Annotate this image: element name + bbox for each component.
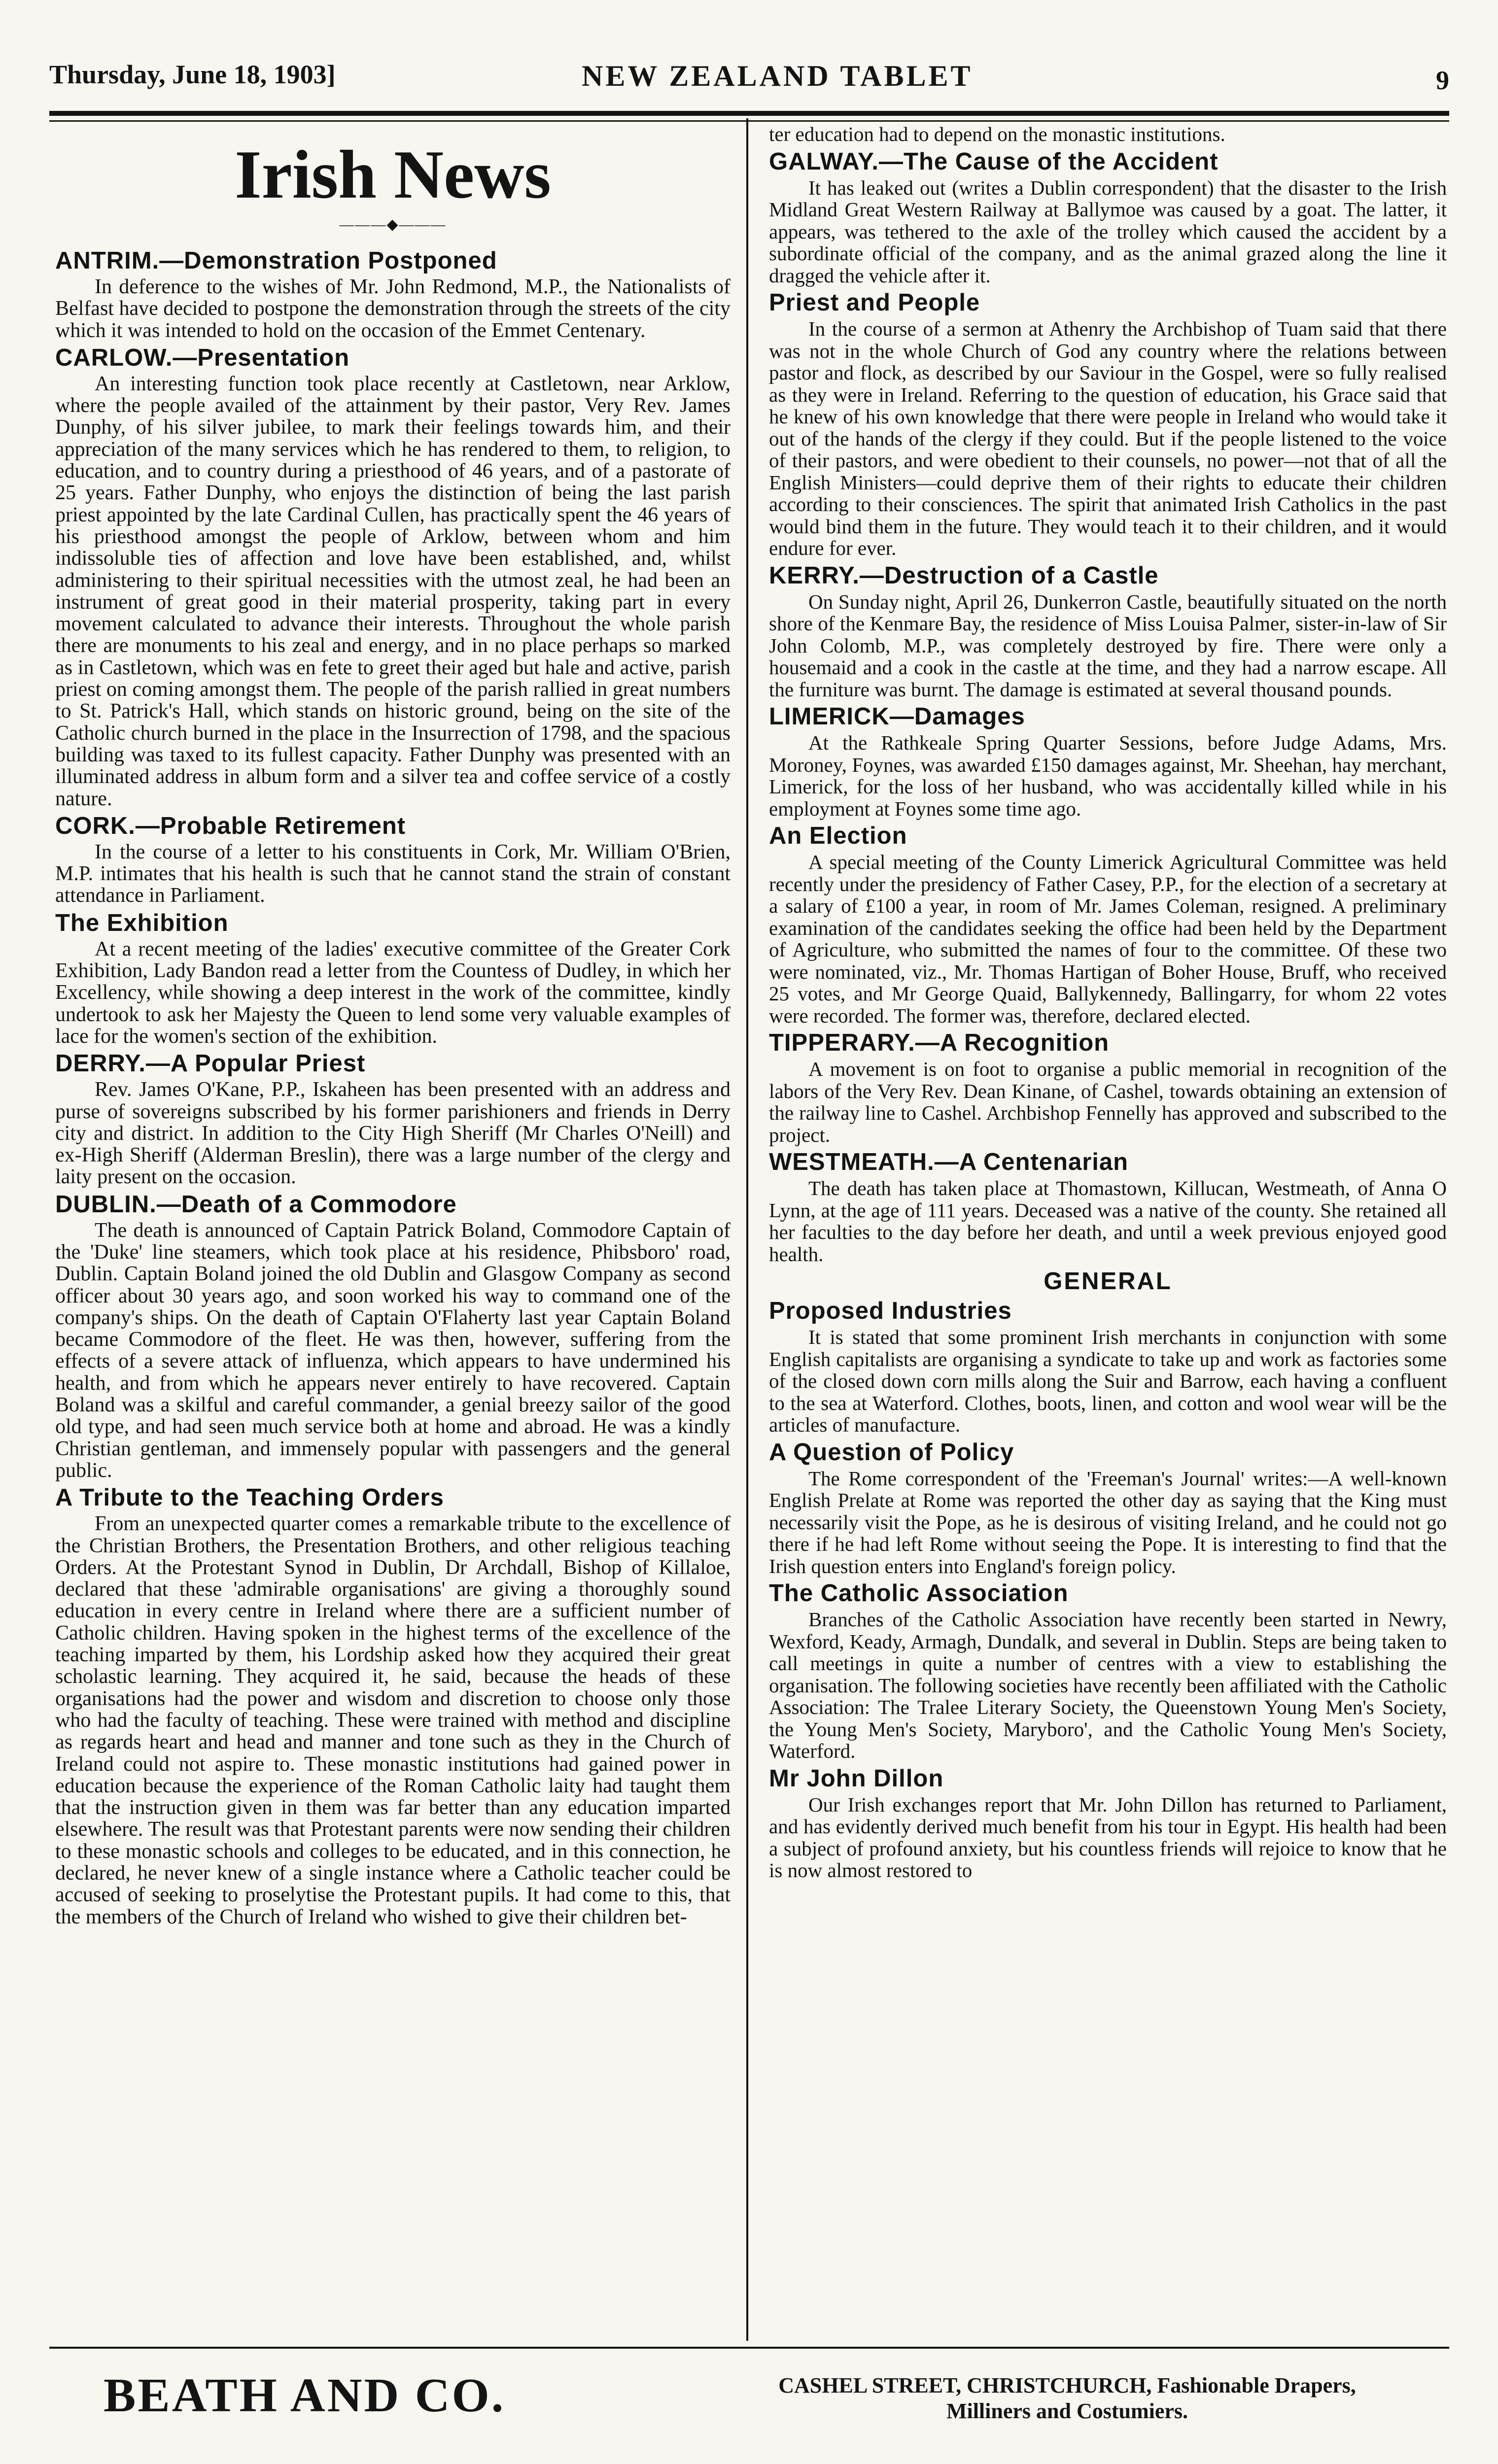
article xyxy=(55,1484,731,1928)
article-body: Rev. James O'Kane, P.P., Iskaheen has been presented with an address and purse of sovereigns subscribed by his former parishioners and friends in Derry city and district. In addition to the City High Sheriff (Mr Charles O'Neill) and ex-High Sheriff (Alderman Breslin), there was a large number of the clergy and laity present on the occasion. xyxy=(55,1078,731,1189)
article-heading: The Exhibition xyxy=(55,909,229,936)
article-heading: ANTRIM.—Demonstration Postponed xyxy=(55,247,497,274)
article-body: In the course of a letter to his constituents in Cork, Mr. William O'Brien, M.P. intimates that his health is such that he cannot stand the strain of constant attendance in Parliament. xyxy=(55,840,731,907)
article-heading: DUBLIN.—Death of a Commodore xyxy=(55,1191,457,1218)
article-heading: GENERAL xyxy=(1044,1268,1172,1295)
advertiser-name: BEATH AND CO. xyxy=(104,2369,506,2422)
article xyxy=(769,1029,1447,1146)
article-heading: TIPPERARY.—A Recognition xyxy=(769,1029,1110,1056)
article-heading: CORK.—Probable Retirement xyxy=(55,812,406,839)
column-divider xyxy=(746,118,748,2341)
article-body: A special meeting of the County Limerick Agricultural Committee was held recently under the presidency of Father Casey, P.P., for the election of a secretary at a salary of £100 a year, in room of Mr. James Coleman, resigned. A preliminary examination of the candidates seeking the office had been held by the Department of Agriculture, who submitted the names of four to the committee. Of these two were nominated, viz., Mr. Thomas Hartigan of Boher House, Bruff, who received 25 votes, and Mr George Quaid, Ballykennedy, Ballingarry, for whom 22 votes were recorded. The former was, therefore, declared elected. xyxy=(769,851,1447,1027)
advertiser-address-line-1: CASHEL STREET, CHRISTCHURCH, Fashionable Drapers, xyxy=(778,2373,1356,2397)
right-articles xyxy=(769,123,1447,1882)
article xyxy=(55,1191,731,1482)
article-body: An interesting function took place recently at Castletown, near Arklow, where the people availed of the attainment by their pastor, Very Rev. James Dunphy, of his silver jubilee, to mark their feelings towards him, and their appreciation of the many services which he has rendered to them, to religion, to education, and to country during a priesthood of 46 years, and of a pastorate of 25 years. Father Dunphy, who enjoys the distinction of being the last parish priest appointed by the late Cardinal Cullen, has practically spent the 46 years of his priesthood amongst the people of Arklow, between whom and him indissoluble ties of affection and love have been established, and, whilst administering to their spiritual necessities with the utmost zeal, he had been an instrument of great good in their material prosperity, taking part in every movement calculated to advance their interests. Throughout the whole parish there are monuments to his zeal and energy, and in no place perhaps so marked as in Castletown, which was en fete to greet their aged but hale and active, parish priest on coming amongst them. The people of the parish rallied in great numbers to St. Patrick's Hall, which stands on historic ground, being on the site of the Catholic church burned in the place in the Insurrection of 1798, and the spacious building was taxed to its fullest capacity. Father Dunphy was presented with an illuminated address in album form and a silver tea and coffee service of a costly nature. xyxy=(55,372,731,810)
article xyxy=(769,562,1447,701)
header-rule-thin xyxy=(49,120,1449,122)
footer-rule xyxy=(49,2347,1449,2349)
article-body: From an unexpected quarter comes a remarkable tribute to the excellence of the Christian Brothers, the Presentation Brothers, and other religious teaching Orders. At the Protestant Synod in Dublin, Dr Archdall, Bishop of Killaloe, declared that these 'admirable organisations' are giving a thoroughly sound education in every centre in Ireland where there are a sufficient number of Catholic children. Having spoken in the highest terms of the excellence of the teaching imparted by them, his Lordship asked how they acquired their great scholastic learning. They acquired it, he said, because the heads of these organisations had the power and wisdom and discretion to choose only those who had the faculty of teaching. These were trained with method and discipline as regards heart and head and manner and tone such as they in the Church of Ireland could not aspire to. These monastic institutions had gained power in education because the experience of the Roman Catholic laity had taught them that the instruction given in them was far better than any education imparted elsewhere. The result was that Protestant parents were now sending their children to these monastic schools and colleges to be educated, and in this connection, he declared, he never knew of a single instance where a Catholic teacher could be accused of seeking to proselytise the Protestant pupils. It had come to this, that the members of the Church of Ireland who wished to give their children bet- xyxy=(55,1512,731,1928)
article-body: The death has taken place at Thomastown, Killucan, Westmeath, of Anna O Lynn, at the age of 111 years. Deceased was a native of the county. She retained all her faculties to the day before her death, and until a week previous enjoyed good health. xyxy=(769,1177,1447,1266)
article-heading: A Question of Policy xyxy=(769,1438,1014,1466)
article-heading: DERRY.—A Popular Priest xyxy=(55,1050,366,1077)
article-body: The Rome correspondent of the 'Freeman's Journal' writes:—A well-known English Prelate at Rome was reported the other day as saying that the King must necessarily visit the Pope, as he is desirous of visiting Ireland, and he could not go there if he had left Rome without seeing the Pope. It is interesting to find that the Irish question enters into England's foreign policy. xyxy=(769,1467,1447,1577)
article-heading: LIMERICK—Damages xyxy=(769,703,1025,730)
ornament-divider: ———◆——— xyxy=(339,216,447,233)
section-masthead: Irish News xyxy=(235,137,551,213)
page-number: 9 xyxy=(1436,66,1449,95)
article-body: A movement is on foot to organise a public memorial in recognition of the labors of the Very Rev. Dean Kinane, of Cashel, towards obtaining an extension of the railway line to Cashel. Archbishop Fennelly has approved and subscribed to the project. xyxy=(769,1058,1447,1146)
article-body: The death is announced of Captain Patrick Boland, Commodore Captain of the 'Duke' line steamers, which took place at his residence, Phibsboro' road, Dublin. Captain Boland joined the old Dublin and Glasgow Company as second officer about 30 years ago, and soon worked his way to command one of the company's ships. On the death of Captain O'Flaherty last year Captain Boland became Commodore of the fleet. He was then, however, suffering from the effects of a severe attack of influenza, which appears to have undermined his health, and from which he appears never entirely to have recovered. Captain Boland was a skilful and careful commander, a genial breezy sailor of the good old type, and had seen much service both at home and abroad. He was a kindly Christian gentleman, and immensely popular with passengers and the general public. xyxy=(55,1219,731,1482)
page-header xyxy=(49,54,1449,108)
newspaper-name: NEW ZEALAND TABLET xyxy=(582,60,973,92)
article xyxy=(55,1050,731,1188)
article-body: Our Irish exchanges report that Mr. John Dillon has returned to Parliament, and has evidently derived much benefit from his tour in Egypt. His health had been a subject of profound anxiety, but his countless friends will rejoice to know that he is now almost restored to xyxy=(769,1793,1447,1882)
article-body: In deference to the wishes of Mr. John Redmond, M.P., the Nationalists of Belfast have decided to postpone the demonstration through the streets of the city which it was intended to hold on the occasion of the Emmet Centenary. xyxy=(55,275,731,342)
left-articles xyxy=(55,247,731,1928)
article-body: At a recent meeting of the ladies' executive committee of the Greater Cork Exhibition, Lady Bandon read a letter from the Countess of Dudley, in which her Excellency, while showing a deep interest in the work of the committee, kindly undertook to ask her Majesty the Queen to lend some very valuable examples of lace for the women's section of the exhibition. xyxy=(55,937,731,1048)
article-body: In the course of a sermon at Athenry the Archbishop of Tuam said that there was not in the whole Church of God any country where the relations between pastor and flock, as described by our Saviour in the Gospel, were so fully realised as they were in Ireland. Referring to the question of education, his Grace said that he knew of his own knowledge that there were people in Ireland who would take it out of the hands of the clergy if they could. But if the people listened to the voice of their pastors, and were obedient to their counsels, no power—not that of all the English Ministers—could deprive them of their rights to educate their children according to their consciences. The spirit that animated Irish Catholics in the past would bind them in the future. They would teach it to their children, and it would endure for ever. xyxy=(769,317,1447,559)
article-heading: A Tribute to the Teaching Orders xyxy=(55,1484,444,1511)
advertiser-address-line-2: Milliners and Costumiers. xyxy=(946,2399,1188,2423)
header-rule-thick xyxy=(49,111,1449,116)
article-body: ter education had to depend on the monastic institutions. xyxy=(769,123,1225,145)
right-column xyxy=(769,123,1447,2338)
article-heading: Priest and People xyxy=(769,289,980,316)
article-body: On Sunday night, April 26, Dunkerron Castle, beautifully situated on the north shore of the Kenmare Bay, the residence of Miss Louisa Palmer, sister-in-law of Sir John Colomb, M.P., was completely destroyed by fire. There were only a housemaid and a cook in the castle at the time, and they had a narrow escape. All the furniture was burnt. The damage is estimated at several thousand pounds. xyxy=(769,590,1447,701)
article xyxy=(769,148,1447,287)
advertiser-address xyxy=(685,2373,1449,2424)
advertisement-footer xyxy=(49,2353,1449,2464)
article xyxy=(769,703,1447,820)
article xyxy=(769,123,1447,145)
article-body: Branches of the Catholic Association have recently been started in Newry, Wexford, Keady, Armagh, Dundalk, and several in Dublin. Steps are being taken to call meetings in quite a number of centres with a view to establishing the organisation. The following societies have recently been affiliated with the Catholic Association: The Tralee Literary Society, the Queenstown Young Men's Society, the Young Men's Society, Maryboro', and the Catholic Young Men's Society, Waterford. xyxy=(769,1608,1447,1762)
article xyxy=(55,247,731,342)
article xyxy=(55,344,731,810)
article xyxy=(55,910,731,1047)
article-body: It is stated that some prominent Irish merchants in conjunction with some English capitalists are organising a syndicate to take up and work as factories some of the closed down corn mills along the Suir and Barrow, each having a confluent to the sea at Waterford. Clothes, boots, linen, and cotton and wool wear will be the articles of manufacture. xyxy=(769,1326,1447,1436)
article xyxy=(769,1439,1447,1577)
article-heading: GALWAY.—The Cause of the Accident xyxy=(769,148,1219,175)
article-heading: CARLOW.—Presentation xyxy=(55,344,350,371)
article xyxy=(769,1298,1447,1436)
article-heading: KERRY.—Destruction of a Castle xyxy=(769,562,1159,589)
article xyxy=(769,1268,1447,1295)
article xyxy=(55,813,731,907)
article-heading: The Catholic Association xyxy=(769,1580,1069,1607)
article xyxy=(769,1580,1447,1762)
article-body: It has leaked out (writes a Dublin correspondent) that the disaster to the Irish Midland Great Western Railway at Ballymoe was caused by a goat. The latter, it appears, was tethered to the axle of the trolley which caused the accident by a subordinate official of the company, and as the animal grazed along the line it dragged the vehicle after it. xyxy=(769,176,1447,287)
issue-date: Thursday, June 18, 1903] xyxy=(49,60,336,89)
article-heading: An Election xyxy=(769,822,907,849)
article xyxy=(769,822,1447,1027)
left-column xyxy=(55,123,731,2338)
article xyxy=(769,1149,1447,1265)
article xyxy=(769,289,1447,559)
article-heading: Mr John Dillon xyxy=(769,1765,944,1792)
article-body: At the Rathkeale Spring Quarter Sessions, before Judge Adams, Mrs. Moroney, Foynes, was awarded £150 damages against, Mr. Sheehan, hay merchant, Limerick, for the loss of her husband, who was accidentally killed while in his employment at Foynes some time ago. xyxy=(769,731,1447,820)
article-heading: Proposed Industries xyxy=(769,1298,1012,1324)
article-heading: WESTMEATH.—A Centenarian xyxy=(769,1149,1129,1175)
article xyxy=(769,1765,1447,1882)
